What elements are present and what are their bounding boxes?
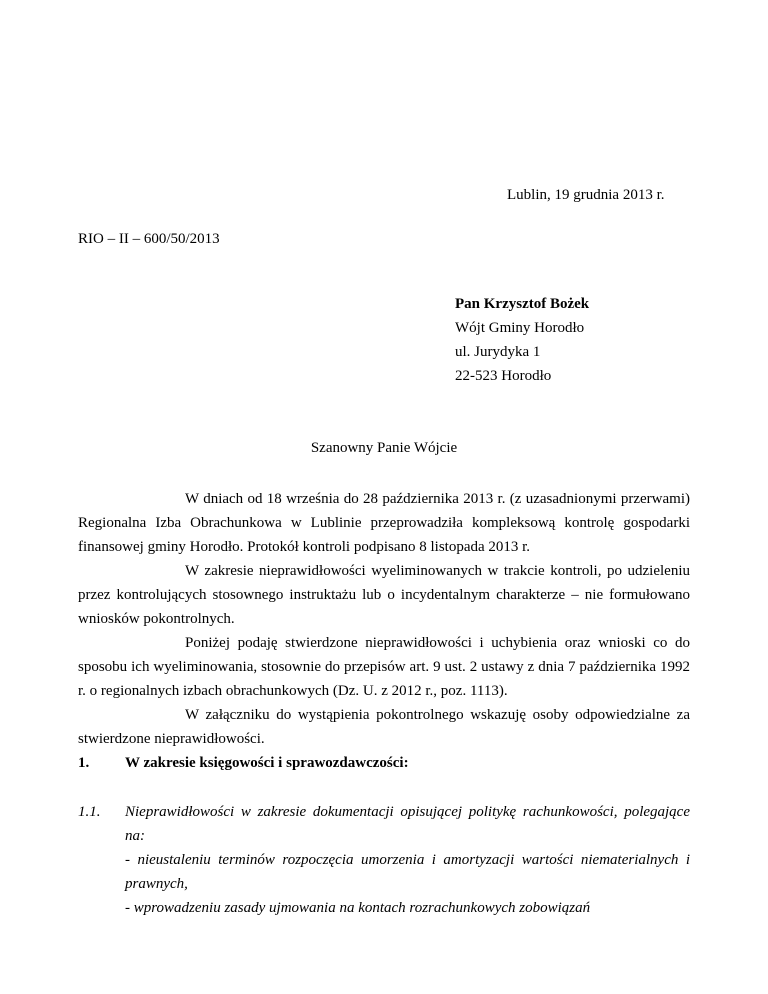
section-heading bbox=[78, 755, 690, 772]
recipient-address bbox=[455, 292, 589, 388]
paragraph: W załączniku do wystąpienia pokontrolnego wskazuję osoby odpowiedzialne za stwierdzone nieprawidłowości. bbox=[78, 707, 690, 747]
subsection bbox=[78, 800, 690, 920]
paragraph: W zakresie nieprawidłowości wyeliminowanych w trakcie kontroli, po udzieleniu przez kontrolujących stosownego instruktażu lub o incydentalnym charakterze – nie formułowano wniosków pokontrolnych. bbox=[78, 563, 690, 627]
date-line: Lublin, 19 grudnia 2013 r. bbox=[507, 187, 665, 203]
subsection-number: 1.1. bbox=[78, 804, 101, 820]
subsection-list bbox=[125, 848, 690, 920]
paragraph: Poniżej podaję stwierdzone nieprawidłowości i uchybienia oraz wnioski co do sposobu ich wyeliminowania, stosownie do przepisów art. 9 ust. 2 ustawy z dnia 7 października 1992 r. o regionalnych izbach obrachunkowych (Dz. U. z 2012 r., poz. 1113). bbox=[78, 635, 690, 699]
subsection-text: Nieprawidłowości w zakresie dokumentacji opisującej politykę rachunkowości, polegające na: bbox=[125, 804, 690, 844]
letter-body bbox=[78, 487, 690, 751]
recipient-street: ul. Jurydyka 1 bbox=[455, 344, 541, 360]
section-number: 1. bbox=[78, 755, 90, 771]
reference-number: RIO – II – 600/50/2013 bbox=[78, 231, 220, 247]
paragraph: W dniach od 18 września do 28 października 2013 r. (z uzasadnionymi przerwami) Regionalna Izba Obrachunkowa w Lublinie przeprowadziła kompleksową kontrolę gospodarki finansowej gminy Horodło. Protokół kontroli podpisano 8 listopada 2013 r. bbox=[78, 491, 690, 555]
list-item: - wprowadzeniu zasady ujmowania na kontach rozrachunkowych zobowiązań bbox=[125, 900, 591, 916]
salutation: Szanowny Panie Wójcie bbox=[310, 440, 458, 456]
section-title: W zakresie księgowości i sprawozdawczości: bbox=[125, 755, 409, 771]
recipient-name: Pan Krzysztof Bożek bbox=[455, 296, 590, 312]
recipient-postcode-city: 22-523 Horodło bbox=[455, 368, 552, 384]
list-item: - nieustaleniu terminów rozpoczęcia umorzenia i amortyzacji wartości niematerialnych i prawnych, bbox=[125, 852, 690, 892]
recipient-title: Wójt Gminy Horodło bbox=[455, 320, 585, 336]
